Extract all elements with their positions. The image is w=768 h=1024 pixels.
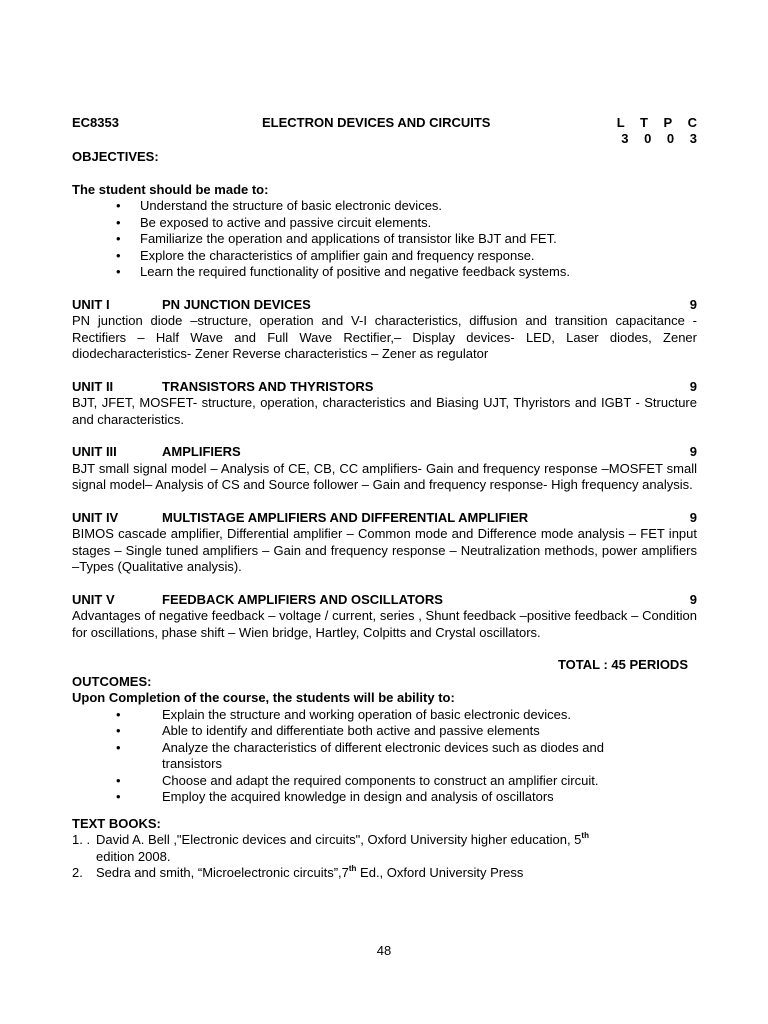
objectives-list [72, 198, 697, 281]
unit-hours: 9 [689, 444, 697, 459]
course-header [72, 115, 703, 149]
unit-2 [72, 379, 697, 429]
unit-hours: 9 [689, 378, 697, 394]
textbook-text-cont: Ed., Oxford University Press [360, 865, 524, 880]
textbooks-heading: TEXT BOOKS: [72, 815, 161, 831]
textbooks-list [72, 832, 697, 882]
unit-hours: 9 [689, 591, 697, 607]
outcome-item: • Able to identify and differentiate both active and passive elements [72, 723, 697, 740]
textbook-number: 2. [72, 865, 83, 880]
unit-number: UNIT II [72, 378, 114, 394]
unit-4 [72, 510, 697, 576]
outcome-item: • Analyze the characteristics of different electronic devices such as diodes and transistors [72, 740, 632, 773]
total-periods: TOTAL : 45 PERIODS [557, 657, 688, 672]
unit-number: UNIT III [72, 444, 117, 459]
outcome-item: • Choose and adapt the required components to construct an amplifier circuit. [72, 773, 697, 790]
unit-1 [72, 297, 697, 363]
textbook-superscript: th [581, 831, 589, 840]
objective-item: • Be exposed to active and passive circuit elements. [72, 215, 697, 232]
unit-hours: 9 [689, 509, 697, 525]
unit-5 [72, 592, 697, 642]
unit-title: AMPLIFIERS [162, 444, 241, 459]
course-code: EC8353 [72, 115, 119, 130]
outcomes-heading: OUTCOMES: [72, 673, 152, 689]
ltpc-values: 3 0 0 3 [621, 131, 703, 146]
textbook-text-cont: edition 2008. [96, 848, 171, 864]
outcomes-list [72, 707, 697, 806]
ltpc-block [616, 115, 703, 147]
unit-number: UNIT V [72, 591, 115, 607]
unit-number: UNIT IV [72, 509, 119, 525]
objective-item: • Familiarize the operation and applications of transistor like BJT and FET. [72, 231, 697, 248]
objective-item: • Understand the structure of basic electronic devices. [72, 198, 697, 215]
outcome-item: • Explain the structure and working operation of basic electronic devices. [72, 707, 697, 724]
unit-content: BJT small signal model – Analysis of CE, CB, CC amplifiers- Gain and frequency response –MOSFET small signal model– Analysis of CS and Source follower – Gain and frequency response- High frequency analysis. [72, 460, 697, 492]
unit-number: UNIT I [72, 296, 110, 312]
unit-title: FEEDBACK AMPLIFIERS AND OSCILLATORS [162, 591, 443, 607]
unit-hours: 9 [689, 296, 697, 312]
syllabus-page [72, 115, 703, 882]
unit-3 [72, 444, 697, 494]
textbook-item [72, 832, 626, 865]
objective-item: • Learn the required functionality of positive and negative feedback systems. [72, 264, 697, 281]
unit-content: BJT, JFET, MOSFET- structure, operation, characteristics and Biasing UJT, Thyristors and IGBT - Structure and characteristics. [72, 395, 697, 427]
objectives-intro: The student should be made to: [72, 181, 269, 197]
course-title: ELECTRON DEVICES AND CIRCUITS [262, 115, 491, 130]
unit-content: Advantages of negative feedback – voltage / current, series , Shunt feedback –positive feedback – Condition for oscillations, phase shift – Wien bridge, Hartley, Colpitts and Crystal oscillators. [72, 608, 697, 640]
page-number: 48 [376, 943, 392, 958]
unit-title: TRANSISTORS AND THYRISTORS [162, 378, 374, 394]
textbook-item [72, 865, 697, 882]
outcome-item: • Employ the acquired knowledge in design and analysis of oscillators [72, 789, 697, 806]
unit-content: BIMOS cascade amplifier, Differential amplifier – Common mode and Difference mode analysis – FET input stages – Single tuned amplifiers – Gain and frequency response – Neutralization methods, power amplifiers –Types (Qualitative analysis). [72, 526, 697, 574]
objective-item: • Explore the characteristics of amplifier gain and frequency response. [72, 248, 697, 265]
outcomes-intro: Upon Completion of the course, the students will be ability to: [72, 690, 455, 705]
unit-content: PN junction diode –structure, operation and V-I characteristics, diffusion and transition capacitance - Rectifiers – Half Wave and Full Wave Rectifier,– Display devices- LED, Laser diodes, Zener diodecharacteristics- Zener Reverse characteristics – Zener as regulator [72, 313, 697, 361]
unit-title: PN JUNCTION DEVICES [162, 296, 311, 312]
textbook-text: Sedra and smith, “Microelectronic circuits”,7 [96, 865, 349, 880]
textbook-text: David A. Bell ,"Electronic devices and circuits", Oxford University higher education, 5 [96, 832, 582, 847]
textbook-number: 1. . [72, 832, 91, 847]
textbook-superscript: th [348, 864, 357, 873]
unit-title: MULTISTAGE AMPLIFIERS AND DIFFERENTIAL AMPLIFIER [162, 509, 529, 525]
objectives-heading: OBJECTIVES: [72, 149, 159, 164]
ltpc-labels: L T P C [616, 115, 703, 130]
